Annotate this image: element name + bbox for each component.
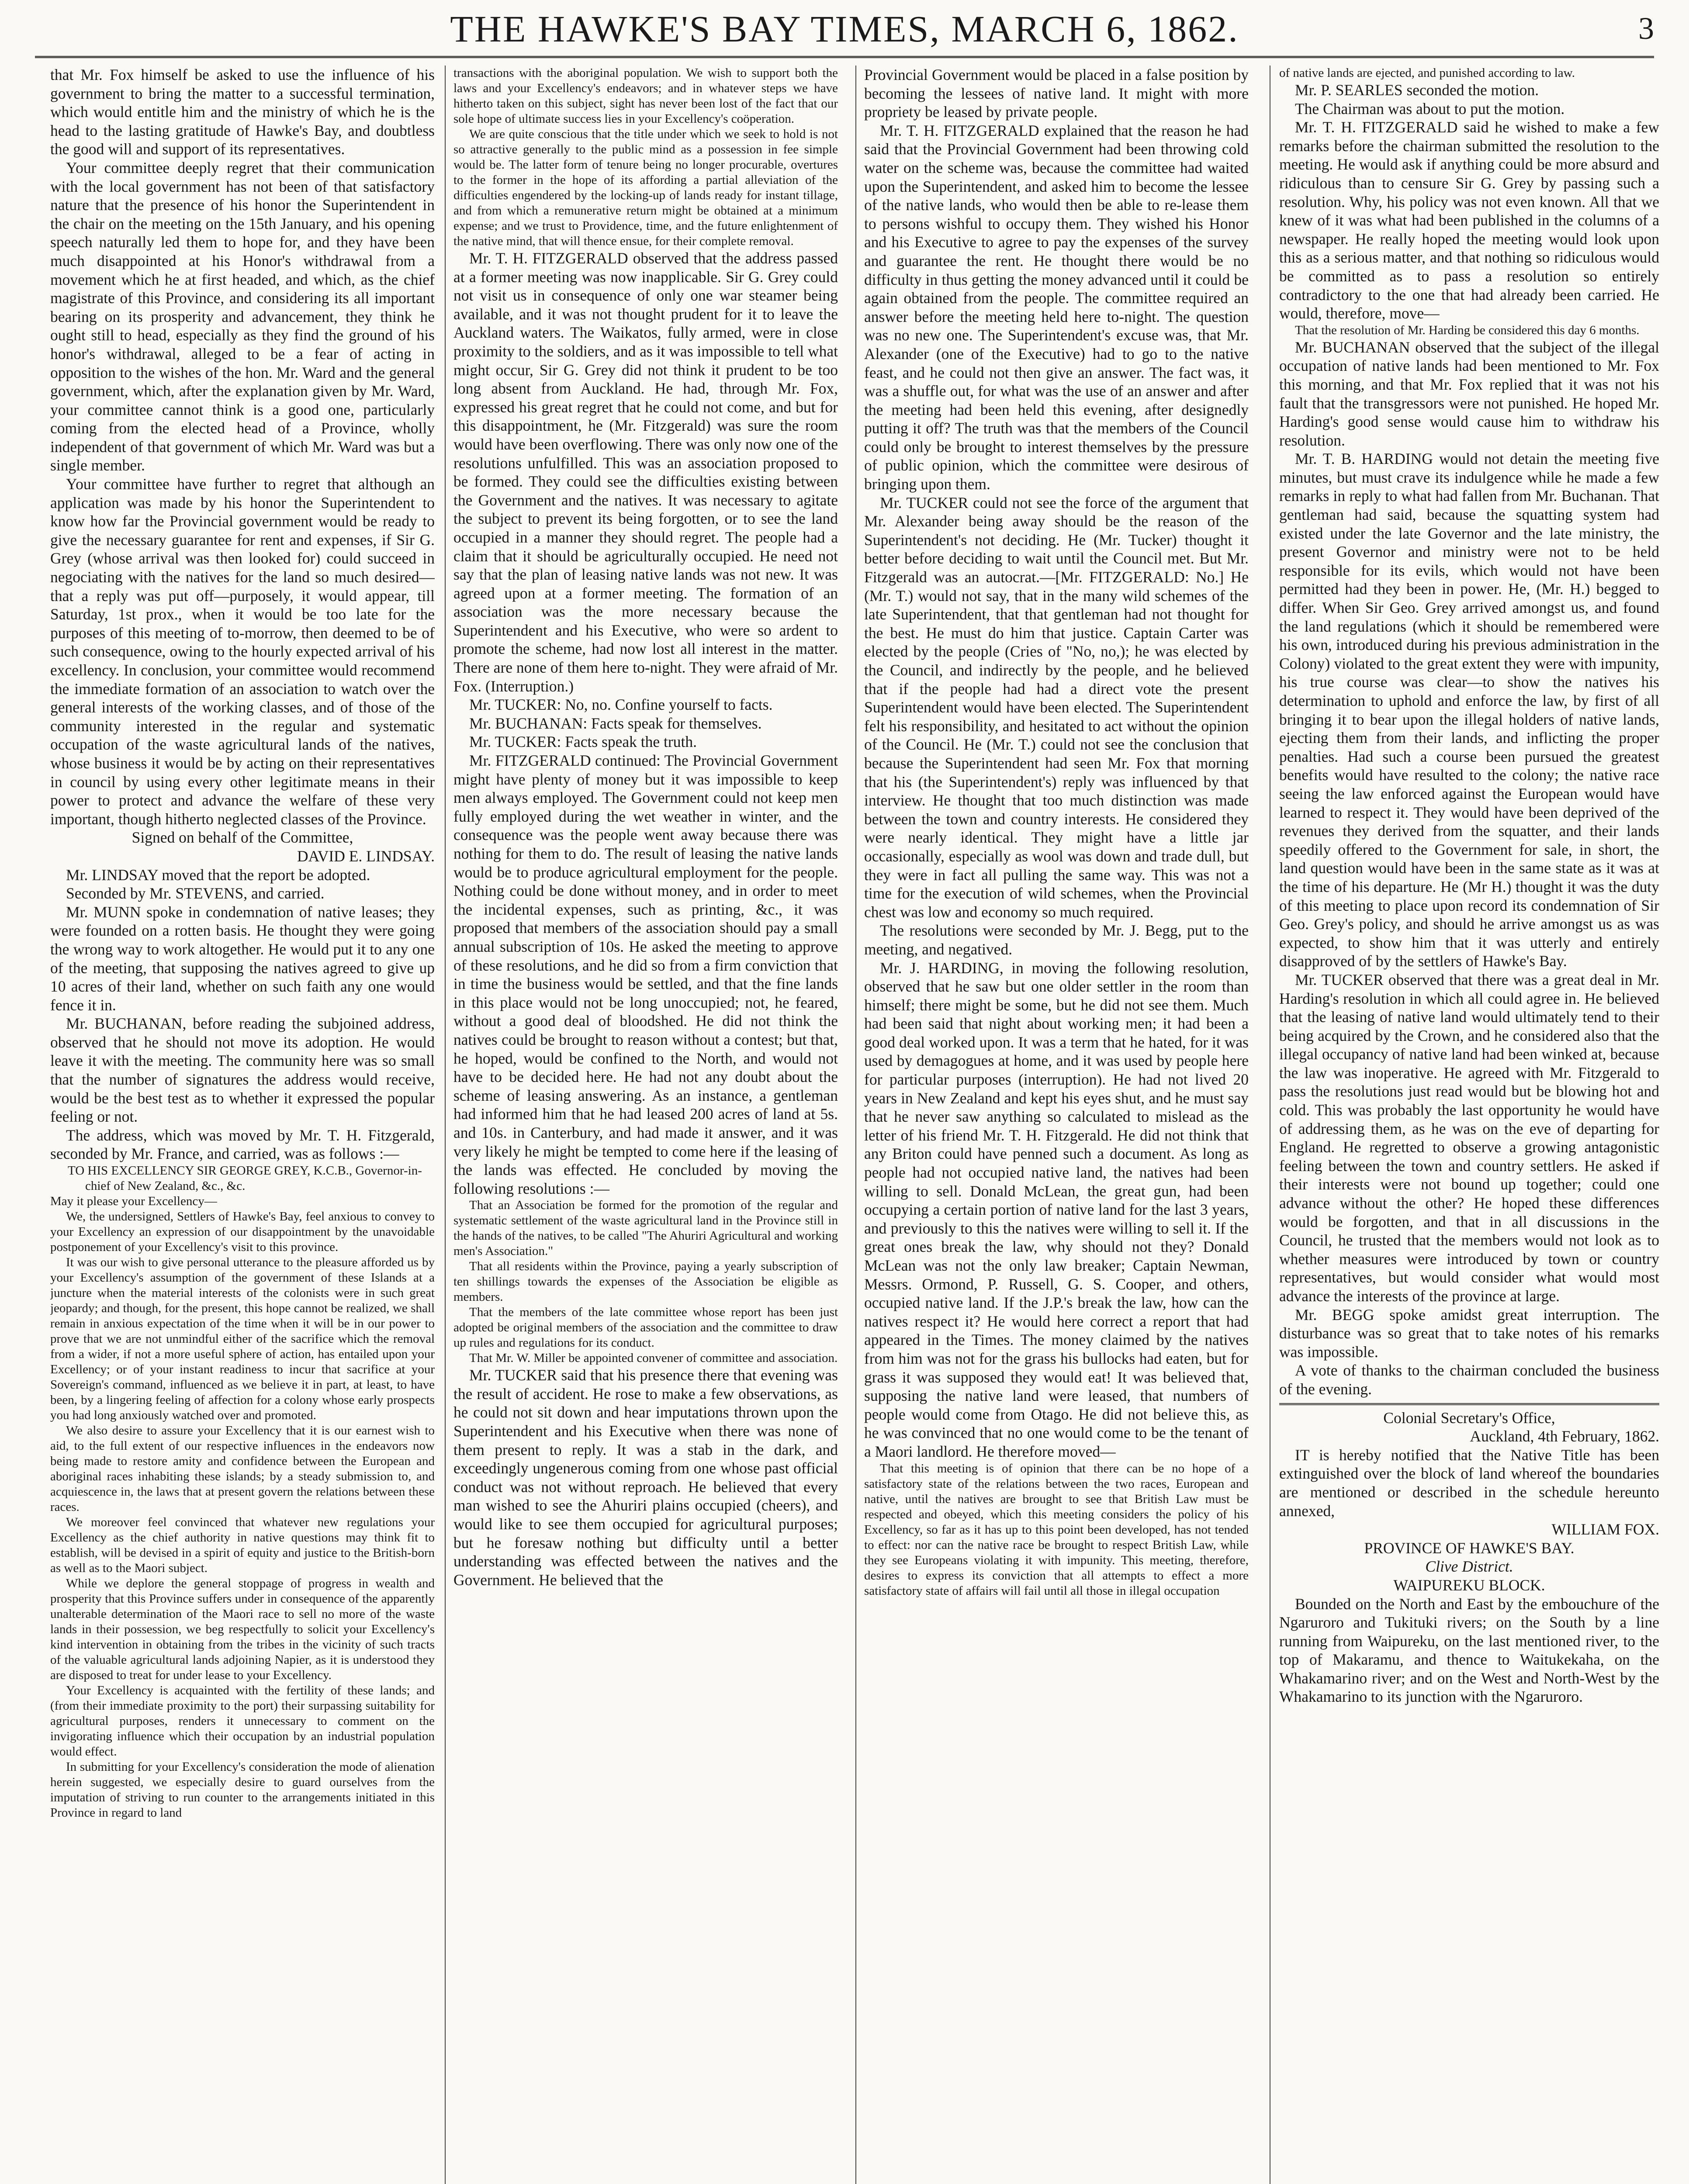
- paragraph: Mr. TUCKER observed that there was a great deal in Mr. Harding's resolution in which all could agree in. He believed that the leasing of native land would ultimately tend to their being acquired by the Crown, and he considered also that the illegal occupancy of native land had been winked at, because the law was inoperative. He agreed with Mr. Fitzgerald to pass the resolutions just read would but be blowing hot and cold. This was probably the last opportunity he would have of addressing them, as he was on the eve of departing for England. He regretted to observe a growing antagonistic feeling between the town and country settlers. He asked if their interests were not bound up together; could one advance without the other? He hoped these differences would be forgotten, and that in all discussions in the Council, he trusted that the members would not look as to whether measures were introduced by town or country representatives, but would consider what would most advance the interests of the province at large.: [1279, 971, 1659, 1305]
- resolution: That all residents within the Province, paying a yearly subscription of ten shillings towards the expenses of the Association be eligible as members.: [453, 1259, 838, 1304]
- paragraph: Mr. LINDSAY moved that the report be adopted.: [66, 866, 370, 884]
- column-divider: [445, 66, 446, 2184]
- paragraph: Mr. TUCKER could not see the force of the argument that Mr. Alexander being away should be the reason of the Superintendent's not deciding. He (Mr. Tucker) thought it better before deciding to wait until the Council met. But Mr. Fitzgerald was an autocrat.—[Mr. FITZGERALD: No.] He (Mr. T.) would not say, that in the many wild schemes of the late Superintendent, that that gentleman had not thought for the best. He must do him that justice. Captain Carter was elected by the people (Cries of "No, no,); he was elected by the Council, and indirectly by the people, and he believed that if the people had had a direct vote the present Superintendent would have been elected. The Superintendent felt his responsibility, and hesitated to act without the opinion of the Council. He (Mr. T.) could not see the conclusion that because the Superintendent had seen Mr. Fox that morning that his (the Superintendent's) reply was influenced by that interview. He thought that too much distinction was made between the town and country interests. He considered they were nearly identical. They might have a little jar occasionally, especially as wool was down and trade dull, but they were in fact all pulling the same way. This was not a time for the execution of wild schemes, when the Provincial chest was low and economy so much required.: [864, 494, 1249, 921]
- notice-bounds: Bounded on the North and East by the embouchure of the Ngaruroro and Tukituki rivers; on the South by a line running from Waipureku, on the last mentioned river, to the top of Makaramu, and thence to Waitukekaha, on the Whakamarino river; and on the West and North-West by the Whakamarino to its junction with the Ngaruroro.: [1279, 1595, 1659, 1706]
- paragraph: Provincial Government would be placed in a false position by becoming the lessees of native land. It might with more propriety be leased by private people.: [864, 66, 1249, 121]
- address-paragraph: We, the undersigned, Settlers of Hawke's Bay, feel anxious to convey to your Excellency an expression of our disappointment by the unavoidable postponement of your Excellency's visit to this province.: [50, 1209, 435, 1254]
- signature: DAVID E. LINDSAY.: [297, 847, 435, 865]
- paragraph: Mr. T. H. FITZGERALD explained that the reason he had said that the Provincial Government had been throwing cold water on the scheme was, because the committee had waited upon the Superintendent, and asked him to become the lessee of the native lands, who would then be able to re-lease them to persons wishful to occupy them. They wished his Honor and his Executive to agree to pay the expenses of the survey and guarantee the rent. He thought there would be no difficulty in thus getting the money advanced until it could be again obtained from the people. The committee required an answer before the meeting held here to-night. The question was no new one. The Superintendent's excuse was, that Mr. Alexander (one of the Executive) had to go to the native feast, and he could not then give an answer. The fact was, it was a shuffle out, for what was the use of an answer and after the meeting had been held this evening, after designedly putting it off? The truth was that the members of the Council could only be brought to interest themselves by the pressure of public opinion, which the committee were desirous of bringing upon them.: [864, 121, 1249, 493]
- paragraph: Mr. P. SEARLES seconded the motion.: [1295, 81, 1539, 99]
- paragraph: Mr. J. HARDING, in moving the following resolution, observed that he saw but one older settler in the room than himself; there might be some, but he did not see them. Much had been said that night about working men; it had been a good deal worked upon. It was a term that he hated, for it was used by demagogues at home, and it was used by people here for particular purposes (interruption). He had not lived 20 years in New Zealand and kept his eyes shut, and he must say that he never saw anything so calculated to mislead as the letter of his friend Mr. T. H. Fitzgerald. He did not think that any Briton could have penned such a document. As long as people had not occupied native land, the natives had been willing to sell. Donald McLean, the great gun, had been occupying a certain portion of native land for the last 3 years, and previously to this the natives were willing to sell it. If the great ones break the law, why should not they? Donald McLean was not the only law breaker; Captain Newman, Messrs. Ormond, P. Russell, G. S. Cooper, and others, occupied native land. If the J.P.'s break the law, how can the natives respect it? He would here correct a report that had appeared in the Times. The money claimed by the natives from him was not for the grass his bullocks had eaten, but for grass it was supposed they would eat! It was believed that, supposing the native land were leased, that numbers of people would come from Otago. He did not believe this, as he was convinced that no one would come to be the tenant of a Maori landlord. He therefore moved—: [864, 959, 1249, 1460]
- address-paragraph: In submitting for your Excellency's consideration the mode of alienation herein suggested, we especially desire to guard ourselves from the imputation of striving to run counter to the arrangements initiated in this Province in regard to land: [50, 1760, 435, 1820]
- column-divider: [855, 66, 856, 2184]
- address-paragraph: We are quite conscious that the title under which we seek to hold is not so attractive generally to the public mind as a possession in fee simple would be. The latter form of tenure being no longer procurable, overtures to the former in the hope of its affording a partial alleviation of the difficulties engendered by the locking-up of lands ready for instant tillage, and from which a remunerative return might be obtained at a minimum expense; and we trust to Providence, time, and the future enlightenment of the native mind, that will thence ensue, for their complete removal.: [453, 127, 838, 248]
- notice-block: WAIPUREKU BLOCK.: [1393, 1576, 1545, 1594]
- paragraph: Mr. BUCHANAN observed that the subject of the illegal occupation of native lands had been mentioned to Mr. Fox this morning, and that Mr. Fox replied that it was not his fault that the transgressors were not punished. He hoped Mr. Harding's good sense would cause him to withdraw his resolution.: [1279, 338, 1659, 449]
- resolution: That this meeting is of opinion that there can be no hope of a satisfactory state of the relations between the two races, European and native, until the natives are brought to see that British Law must be respected and obeyed, which this meeting considers the policy of his Excellency, so far as it has up to this point been developed, has not tended to effect: nor can the native race be brought to respect British Law, while they see Europeans violating it with impunity. This meeting, therefore, desires to express its conviction that all attempts to effect a more satisfactory state of affairs will fail until all those in illegal occupation: [864, 1461, 1249, 1598]
- paragraph: The Chairman was about to put the motion.: [1295, 100, 1565, 117]
- paragraph: Mr. BEGG spoke amidst great interruption. The disturbance was so great that to take notes of his remarks was impossible.: [1279, 1306, 1659, 1361]
- notice-province: PROVINCE OF HAWKE'S BAY.: [1364, 1539, 1575, 1557]
- paragraph: The resolutions were seconded by Mr. J. Begg, put to the meeting, and negatived.: [864, 922, 1249, 958]
- paragraph: Mr. BUCHANAN, before reading the subjoined address, observed that he should not move its adoption. He would leave it with the meeting. The community here was so small that the number of signatures the address would receive, would be the best test as to whether it expressed the popular feeling or not.: [50, 1015, 435, 1126]
- paragraph: Mr. T. B. HARDING would not detain the meeting five minutes, but must crave its indulgence while he made a few remarks in reply to what had fallen from Mr. Buchanan. That gentleman had said, because the squatting system had existed under the late Governor and the late ministry, the present Governor and ministry were not to be held responsible for its evils, which would not have been permitted had they been in power. He, (Mr. H.) begged to differ. When Sir Geo. Grey arrived amongst us, and found the land regulations (which it should be remembered were his own, introduced during his previous administration in the Colony) violated to the great extent they were with impunity, his true course was clear—to show the natives his determination to uphold and enforce the law, by first of all bringing it to bear upon the illegal holders of native lands, ejecting them from their lands, and inflicting the proper penalties. Had such a course been pursued the greatest benefits would have resulted to the colony; the native race seeing the law enforced against the European would have learned to respect it. They would have been deprived of the revenues they derived from the squatter, and their lands speedily offered to the Government for sale, in short, the land question would have been in the same state as it was at the time of his departure. He (Mr H.) thought it was the duty of this meeting to place upon record its condemnation of Sir Geo. Grey's policy, and should he arrive amongst us as was expected, to show him that it was utterly and entirely disapproved of by the settlers of Hawke's Bay.: [1279, 450, 1659, 970]
- notice-body: IT is hereby notified that the Native Title has been extinguished over the block of land whereof the boundaries are mentioned or described in the schedule hereunto annexed,: [1279, 1446, 1659, 1520]
- paragraph: The address, which was moved by Mr. T. H. Fitzgerald, seconded by Mr. France, and carried, was as follows :—: [50, 1126, 435, 1163]
- paragraph: that Mr. Fox himself be asked to use the influence of his government to bring the matter to a successful termination, which would entitle him and the ministry of which he is the head to the lasting gratitude of Hawke's Bay, and doubtless the good will and support of its representatives.: [50, 66, 435, 158]
- notice-office: Colonial Secretary's Office,: [1383, 1409, 1555, 1427]
- paragraph: Mr. TUCKER: Facts speak the truth.: [469, 733, 697, 751]
- notice-dateline: Auckland, 4th February, 1862.: [1470, 1427, 1659, 1445]
- paragraph: Mr. T. H. FITZGERALD observed that the address passed at a former meeting was now inapplicable. Sir G. Grey could not visit us in consequence of only one war steamer being available, and it was not thought prudent for it to leave the Auckland waters. The Waikatos, fully armed, were in close proximity to the soldiers, and as it was impossible to tell what might occur, Sir G. Grey did not think it prudent to be too long absent from Auckland. He had, through Mr. Fox, expressed his great regret that he could not come, and but for this disappointment, he (Mr. Fitzgerald) was sure the room would have been overflowing. There was only now one of the resolutions unfulfilled. This was an association proposed to be formed. They could see the difficulties existing between the Government and the natives. It was necessary to agitate the subject to prevent its being forgotten, or to see the land occupied in a manner they should regret. The people had a claim that it should be agriculturally occupied. He need not say that the plan of leasing native lands was not new. It was agreed upon at a former meeting. The formation of an association was the more necessary because the Superintendent and his Executive, who were so ardent to promote the scheme, had now lost all interest in the matter. There are none of them here to-night. They were afraid of Mr. Fox. (Interruption.): [453, 249, 838, 695]
- paragraph: Mr. TUCKER said that his presence there that evening was the result of accident. He rose to make a few observations, as he could not sit down and hear imputations thrown upon the Superintendent and his Executive when there was none of them present to reply. It was a stab in the dark, and exceedingly ungenerous coming from one whose past official conduct was not without reproach. He believed that every man wished to see the Ahuriri plains occupied (cheers), and would like to see them occupied for agricultural purposes; but he foresaw nothing but difficulty until a better understanding was effected between the natives and the Government. He believed that the: [453, 1366, 838, 1589]
- paragraph: Your committee deeply regret that their communication with the local government has not been of that satisfactory nature that the presence of his honor the Superintendent in the chair on the meeting on the 15th January, and his opening speech naturally led them to hope for, and they have been much disappointed at his Honor's withdrawal from a movement which he at first headed, and which, as the chief magistrate of this Province, and considering its all important bearing on its prosperity and advancement, they think he ought still to head, especially as they find the ground of his honor's withdrawal, alleged to be a fear of acting in opposition to the wishes of the hon. Mr. Ward and the general government, which, after the explanation given by Mr. Ward, your committee cannot think is a good one, particularly coming from the elected head of a Province, wholly independent of that government of which Mr. Ward was but a single member.: [50, 159, 435, 474]
- masthead-rule: [35, 56, 1654, 61]
- address-paragraph: We also desire to assure your Excellency that it is our earnest wish to aid, to the full extent of our respective influences in the endeavors now being made to restore amity and confidence between the European and aboriginal races inhabiting these islands; by a steady submission to, and acquiescence in, the laws that at present govern the relations between these races.: [50, 1424, 435, 1514]
- notice-signature: WILLIAM FOX.: [1551, 1521, 1659, 1538]
- address-paragraph: We moreover feel convinced that whatever new regulations your Excellency as the chief authority in native questions may think fit to establish, will be devised in a spirit of equity and justice to the British-born as well as to the Maori subject.: [50, 1515, 435, 1576]
- paragraph: A vote of thanks to the chairman concluded the business of the evening.: [1279, 1362, 1659, 1398]
- section-rule: [1279, 1403, 1659, 1405]
- address-paragraph: While we deplore the general stoppage of progress in wealth and prosperity that this Province suffers under in consequence of the apparently unalterable determination of the Maori race to sell no more of the waste lands in their possession, we beg respectfully to solicit your Excellency's kind intervention in obtaining from the tribes in the vicinity of such tracts of the valuable agricultural lands adjoining Napier, as it is understood they are disposed to treat for under lease to your Excellency.: [50, 1576, 435, 1683]
- address-opening: May it please your Excellency—: [50, 1194, 217, 1209]
- address-paragraph: transactions with the aboriginal population. We wish to support both the laws and your Excellency's endeavors; and in whatever steps we have hitherto taken on this subject, sight has never been lost of the fact that our sole hope of ultimate success lies in your Excellency's coöperation.: [453, 66, 838, 126]
- amendment: That the resolution of Mr. Harding be considered this day 6 months.: [1295, 323, 1640, 337]
- paragraph: Mr. MUNN spoke in condemnation of native leases; they were founded on a rotten basis. He thought they were going the wrong way to work altogether. He would put it to any one of the meeting, that supposing the natives agreed to give up 10 acres of their land, whether on such faith any one would fence it in.: [50, 903, 435, 1014]
- resolution: That the members of the late committee whose report has been just adopted be original members of the association and the committee to draw up rules and regulations for its conduct.: [453, 1305, 838, 1350]
- address-salutation: TO HIS EXCELLENCY SIR GEORGE GREY, K.C.B., Governor-in-chief of New Zealand, &c., &c.: [68, 1164, 422, 1193]
- paragraph: Seconded by Mr. STEVENS, and carried.: [66, 885, 325, 902]
- paragraph: Mr. FITZGERALD continued: The Provincial Government might have plenty of money but it was impossible to keep men always employed. The Government could not keep men fully employed during the wet weather in winter, and the consequence was the people went away because there was nothing for them to do. The result of leasing the native lands would be to produce agricultural employment for the people. Nothing could be done without money, and in order to meet the incidental expenses, such as printing, &c., it was proposed that members of the association should pay a small annual subscription of 10s. He asked the meeting to approve of these resolutions, and he did so from a firm conviction that in time the business would be settled, and that the fine lands in this place would not be long unoccupied; not, he feared, without a good deal of bloodshed. He did not think the natives could be brought to reason without a contest; but that, he hoped, would be confined to the North, and would not have to be decided here. He had not any doubt about the scheme of leasing answering. As an instance, a gentleman had informed him that he had leased 200 acres of land at 5s. and 10s. in Canterbury, and had made it answer, and it was very likely he might be tempted to come here if the leasing of the lands was effected. He concluded by moving the following resolutions :—: [453, 752, 838, 1197]
- paragraph: Mr. T. H. FITZGERALD said he wished to make a few remarks before the chairman submitted the resolution to the meeting. He would ask if anything could be more absurd and ridiculous than to censure Sir G. Grey by passing such a resolution. Why, his policy was not even known. All that we knew of it was what had been published in the columns of a newspaper. He really hoped the meeting would look upon this as a serious matter, and that nothing so ridiculous would be committed as to pass a resolution so entirely contradictory to the one that had already been carried. He would, therefore, move—: [1279, 118, 1659, 322]
- paragraph: Mr. TUCKER: No, no. Confine yourself to facts.: [469, 696, 773, 714]
- newspaper-title: THE HAWKE'S BAY TIMES, MARCH 6, 1862.: [450, 8, 1239, 50]
- page-number: 3: [1638, 11, 1654, 46]
- paragraph: Your committee have further to regret that although an application was made by his honor the Superintendent to know how far the Provincial government would be ready to give the necessary guarantee for rent and expenses, if Sir G. Grey (whose arrival was then looked for) could succeed in negociating with the natives for the land so much desired—that a reply was put off—purposely, it would appear, till Saturday, 1st prox., when it would be too late for the purposes of this meeting of to-morrow, then deemed to be of such consequence, owing to the hourly expected arrival of his excellency. In conclusion, your committee would recommend the immediate formation of an association to watch over the general interests of the working classes, and of those of the community interested in the regular and systematic occupation of the waste agricultural lands of the natives, whose business it would be by acting on their representatives in council by using every other legitimate means in their power to protect and advance the welfare of these very important, though hitherto neglected classes of the Province.: [50, 475, 435, 828]
- column-4: [1279, 66, 1659, 2184]
- column-1: [50, 66, 435, 2184]
- resolution-continued: of native lands are ejected, and punished according to law.: [1279, 66, 1575, 80]
- signed-line: Signed on behalf of the Committee,: [132, 829, 353, 847]
- resolution: That Mr. W. Miller be appointed convener of committee and association.: [469, 1351, 838, 1365]
- paragraph: Mr. BUCHANAN: Facts speak for themselves.: [469, 714, 762, 732]
- resolution: That an Association be formed for the promotion of the regular and systematic settlement of the waste agricultural land in the Province still in the hands of the natives, to be called "The Ahuriri Agricultural and working men's Association.": [453, 1198, 838, 1258]
- column-2: [453, 66, 838, 2184]
- column-3: [864, 66, 1249, 2184]
- address-paragraph: Your Excellency is acquainted with the fertility of these lands; and (from their immediate proximity to the port) their surpassing suitability for agricultural purposes, renders it unnecessary to comment on the invigorating influence which their occupation by an industrial population would effect.: [50, 1683, 435, 1759]
- masthead: [35, 3, 1654, 68]
- address-paragraph: It was our wish to give personal utterance to the pleasure afforded us by your Excellency's assumption of the government of these Islands at a juncture when the material interests of the colonists were in such great jeopardy; and though, for the present, this hope cannot be realized, we shall remain in anxious expectation of the time when it will be in our power to prove that we are not unmindful either of the sacrifice which the removal from a wider, if not a more useful sphere of action, has entailed upon your Excellency; or of your instant readiness to incur that sacrifice at your Sovereign's command, influenced as we believe it in part, at least, to have been, by a lingering feeling of affection for a colony whose early prospects you had long anxiously watched over and promoted.: [50, 1255, 435, 1423]
- government-notice: [1279, 1409, 1659, 1707]
- notice-district: Clive District.: [1425, 1558, 1513, 1576]
